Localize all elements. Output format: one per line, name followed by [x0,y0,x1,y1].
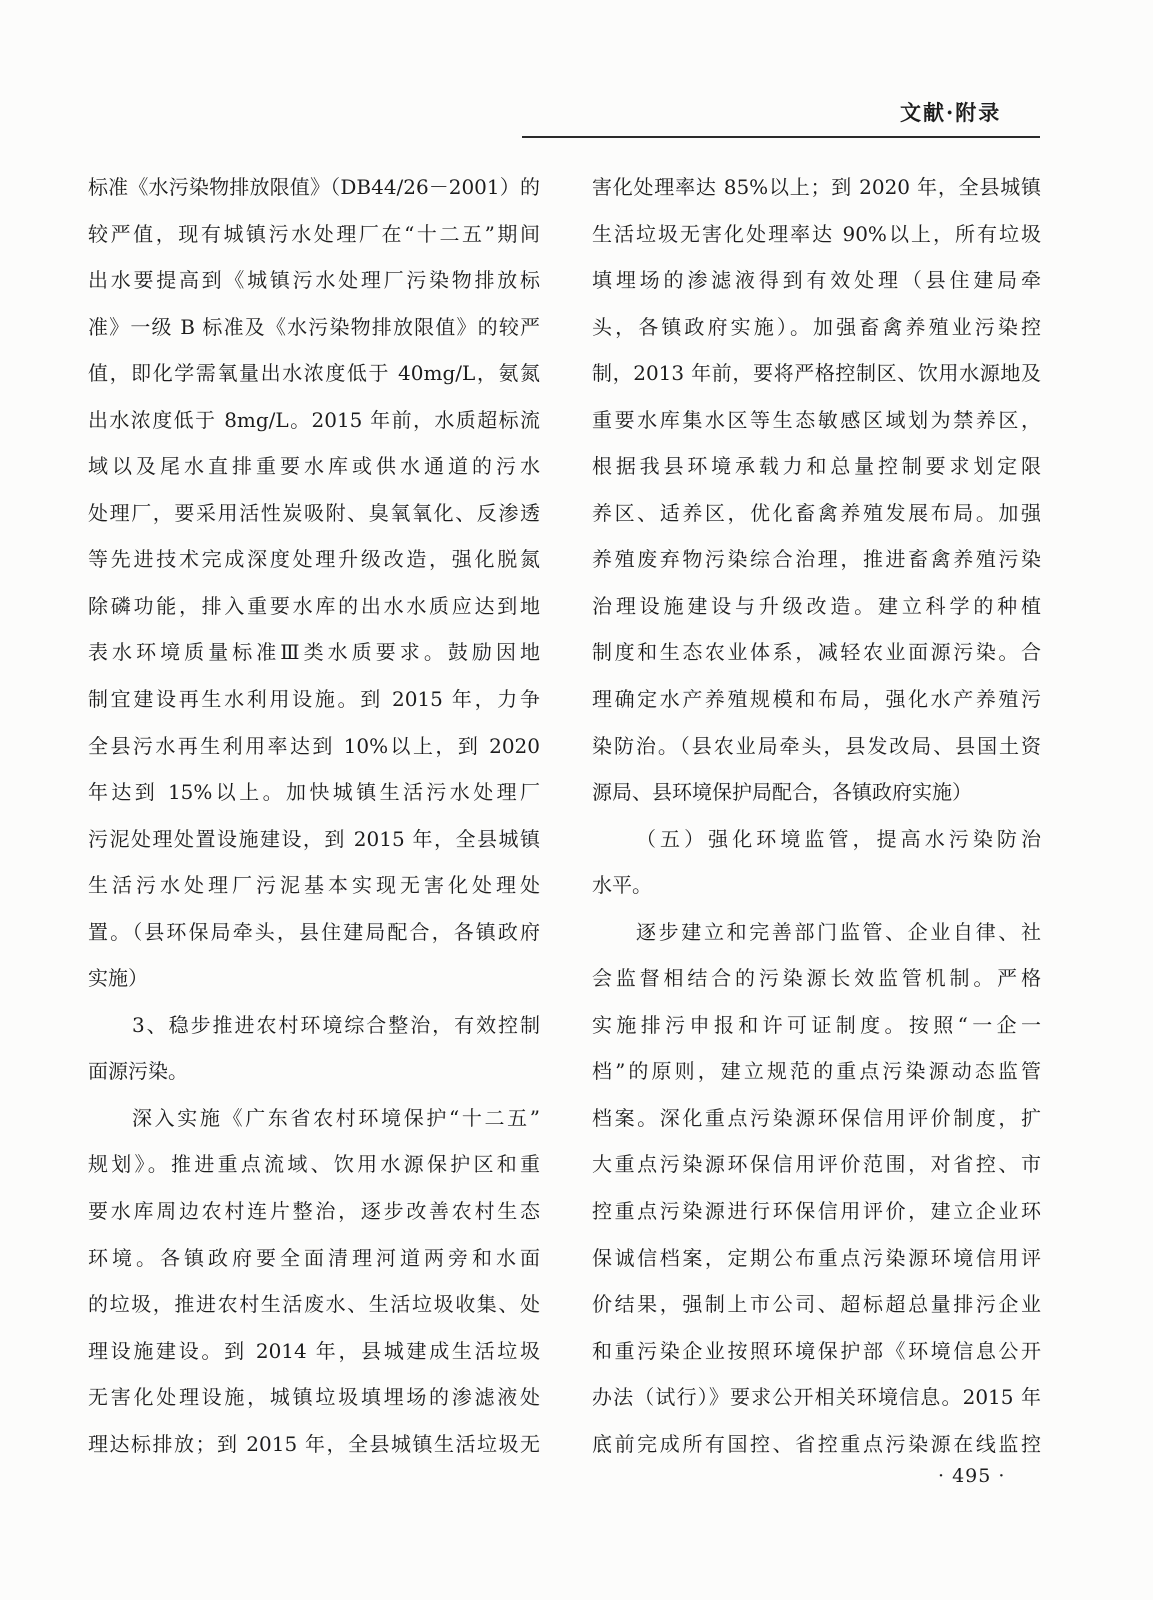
text-line: 养区、适养区，优化畜禽养殖发展布局。加强 [592,500,1041,525]
text-line: 重要水库集水区等生态敏感区域划为禁养区， [592,407,1041,432]
text-line: 实施排污申报和许可证制度。按照“一企一 [592,1012,1041,1037]
text-line: 较严值，现有城镇污水处理厂在“十二五”期间 [88,221,540,246]
text-line: 染防治。（县农业局牵头，县发改局、县国土资 [592,733,1041,758]
text-line: 害化处理率达 85%以上；到 2020 年，全县城镇 [592,175,1041,199]
text-line: 环境。各镇政府要全面清理河道两旁和水面 [88,1245,540,1270]
text-line: 理达标排放；到 2015 年，全县城镇生活垃圾无 [88,1431,540,1456]
text-line: 保诚信档案，定期公布重点污染源环境信用评 [592,1245,1041,1270]
text-line: 和重污染企业按照环境保护部《环境信息公开 [592,1338,1041,1363]
text-line: 的垃圾，推进农村生活废水、生活垃圾收集、处 [88,1292,540,1317]
text-line: 控重点污染源进行环保信用评价，建立企业环 [592,1199,1041,1224]
text-line: 出水浓度低于 8mg/L。2015 年前，水质超标流 [88,407,540,432]
text-line: 生活垃圾无害化处理率达 90%以上，所有垃圾 [592,221,1041,246]
text-line: 处理厂，要采用活性炭吸附、臭氧氧化、反渗透 [88,500,540,525]
text-line: 生活污水处理厂污泥基本实现无害化处理处 [88,873,540,898]
text-line: 逐步建立和完善部门监管、企业自律、社 [636,919,1041,944]
text-line: 域以及尾水直排重要水库或供水通道的污水 [88,454,540,479]
section-heading: （五）强化环境监管，提高水污染防治 [636,826,1041,851]
section-heading-continuation: 水平。 [592,873,652,898]
right-text-column [592,164,1041,1467]
text-line: 要水库周边农村连片整治，逐步改善农村生态 [88,1199,540,1224]
page-number: · 495 · [938,1465,1006,1487]
text-line: 价结果，强制上市公司、超标超总量排污企业 [592,1292,1041,1317]
text-line: 规划》。推进重点流域、饮用水源保护区和重 [88,1152,540,1177]
text-line: 置。（县环保局牵头，县住建局配合，各镇政府 [88,919,540,944]
text-line: 理设施建设。到 2014 年，县城建成生活垃圾 [88,1338,540,1363]
text-line: 标准《水污染物排放限值》（DB44/26－2001）的 [88,175,540,199]
text-line: 值，即化学需氧量出水浓度低于 40mg/L，氨氮 [88,361,540,386]
text-line: 办法（试行）》要求公开相关环境信息。2015 年 [592,1385,1041,1410]
text-line: 实施） [88,966,148,991]
text-line: 源局、县环境保护局配合，各镇政府实施） [592,780,972,805]
text-line: 底前完成所有国控、省控重点污染源在线监控 [592,1431,1041,1456]
text-line: 污泥处理处置设施建设，到 2015 年，全县城镇 [88,826,540,851]
text-line: 根据我县环境承载力和总量控制要求划定限 [592,454,1041,479]
text-line: 治理设施建设与升级改造。建立科学的种植 [592,593,1041,618]
section-heading: 3、稳步推进农村环境综合整治，有效控制 [132,1012,540,1037]
text-line: 全县污水再生利用率达到 10%以上，到 2020 [88,733,540,758]
text-line: 养殖废弃物污染综合治理，推进畜禽养殖污染 [592,547,1041,572]
section-heading-continuation: 面源污染。 [88,1059,188,1084]
text-line: 制宜建设再生水利用设施。到 2015 年，力争 [88,687,540,712]
text-line: 年达到 15%以上。加快城镇生活污水处理厂 [88,780,540,805]
text-line: 档案。深化重点污染源环保信用评价制度，扩 [592,1105,1041,1130]
text-line: 深入实施《广东省农村环境保护“十二五” [132,1105,540,1130]
text-line: 填埋场的渗滤液得到有效处理（县住建局牵 [592,268,1041,293]
text-line: 等先进技术完成深度处理升级改造，强化脱氮 [88,547,540,572]
text-line: 制，2013 年前，要将严格控制区、饮用水源地及 [592,361,1041,386]
text-line: 大重点污染源环保信用评价范围，对省控、市 [592,1152,1041,1177]
text-line: 除磷功能，排入重要水库的出水水质应达到地 [88,593,540,618]
text-line: 理确定水产养殖规模和布局，强化水产养殖污 [592,687,1041,712]
text-line: 表水环境质量标准Ⅲ类水质要求。鼓励因地 [88,640,540,665]
text-line: 无害化处理设施，城镇垃圾填埋场的渗滤液处 [88,1385,540,1410]
text-line: 准》一级 B 标准及《水污染物排放限值》的较严 [88,314,540,339]
left-text-column [88,164,540,1467]
text-line: 出水要提高到《城镇污水处理厂污染物排放标 [88,268,540,293]
text-line: 制度和生态农业体系，减轻农业面源污染。合 [592,640,1041,665]
text-line: 档”的原则，建立规范的重点污染源动态监管 [592,1059,1041,1084]
text-line: 头，各镇政府实施）。加强畜禽养殖业污染控 [592,314,1041,339]
text-line: 会监督相结合的污染源长效监管机制。严格 [592,966,1041,991]
running-header-title: 文献·附录 [900,100,1002,125]
header-rule [522,136,1040,138]
